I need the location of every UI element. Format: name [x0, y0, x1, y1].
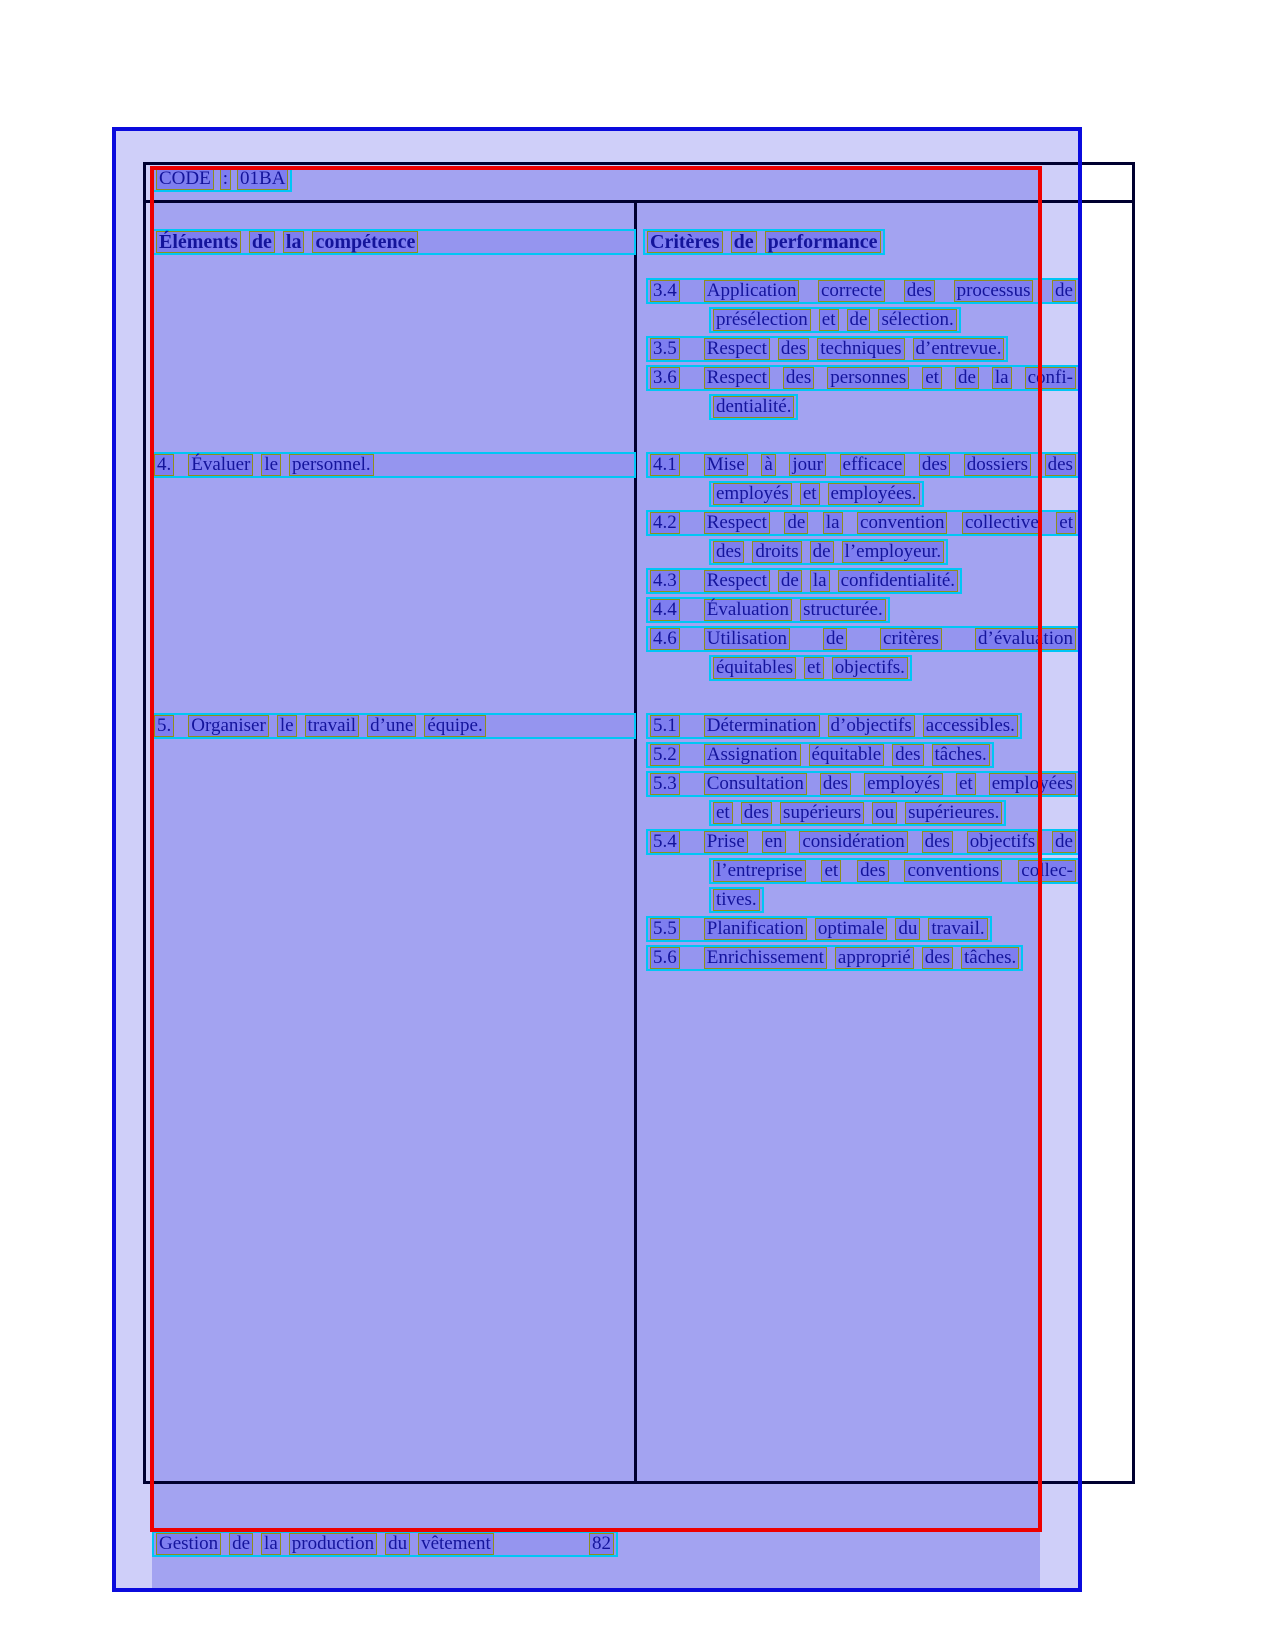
ocr-word: ou — [872, 802, 897, 824]
ocr-word: accessibles. — [923, 715, 1018, 737]
ocr-word: de — [1052, 831, 1076, 853]
ocr-word: des — [820, 773, 851, 795]
item-number: 5.1 — [650, 715, 680, 737]
ocr-word: et — [713, 802, 733, 824]
item-number: 4. — [154, 454, 174, 476]
ocr-word: dossiers — [964, 454, 1031, 476]
ocr-word: du — [385, 1533, 410, 1555]
ocr-word: Prise — [704, 831, 748, 853]
ocr-word: approprié — [835, 947, 914, 969]
ocr-word: la — [261, 1533, 281, 1555]
ocr-word: la — [823, 512, 843, 534]
ocr-word: jour — [789, 454, 826, 476]
item-number: 5. — [154, 715, 174, 737]
ocr-word: Utilisation — [704, 628, 790, 650]
ocr-word: structurée. — [800, 599, 886, 621]
ocr-word: droits — [752, 541, 801, 563]
ocr-word: Consultation — [704, 773, 807, 795]
ocr-word: des — [713, 541, 744, 563]
ocr-word: objectifs. — [832, 657, 908, 679]
ocr-word: et — [922, 367, 942, 389]
ocr-word: de — [847, 309, 871, 331]
ocr-word: : — [220, 168, 231, 190]
ocr-word: confidentialité. — [838, 570, 958, 592]
ocr-word: employées — [989, 773, 1076, 795]
ocr-word: collec- — [1018, 860, 1076, 882]
ocr-word: d’entrevue. — [913, 338, 1005, 360]
item-number: 5.3 — [650, 773, 680, 795]
ocr-word: et — [800, 483, 820, 505]
ocr-word: compétence — [312, 231, 418, 253]
ocr-word: des — [857, 860, 888, 882]
ocr-word: sélection. — [878, 309, 956, 331]
ocr-word: employées. — [828, 483, 920, 505]
ocr-word: l’employeur. — [842, 541, 945, 563]
ocr-word: équipe. — [424, 715, 485, 737]
ocr-word: objectifs — [967, 831, 1038, 853]
ocr-word: d’objectifs — [828, 715, 915, 737]
item-number: 4.1 — [650, 454, 680, 476]
ocr-word: Détermination — [704, 715, 820, 737]
ocr-word: équitable — [809, 744, 885, 766]
ocr-word: et — [819, 309, 839, 331]
item-number: 4.2 — [650, 512, 680, 534]
ocr-word: le — [277, 715, 297, 737]
ocr-word: des — [919, 454, 950, 476]
ocr-word: vêtement — [418, 1533, 494, 1555]
ocr-word: Éléments — [156, 231, 241, 253]
ocr-word: supérieurs — [780, 802, 864, 824]
ocr-word: collective — [962, 512, 1042, 534]
ocr-word: des — [892, 744, 923, 766]
ocr-word: critères — [880, 628, 942, 650]
ocr-word: de — [229, 1533, 253, 1555]
ocr-word: Respect — [704, 338, 770, 360]
ocr-word: à — [761, 454, 775, 476]
ocr-word: le — [261, 454, 281, 476]
ocr-word: Évaluer — [188, 454, 253, 476]
ocr-word: de — [955, 367, 979, 389]
ocr-word: employés — [713, 483, 792, 505]
ocr-word: performance — [765, 231, 881, 253]
ocr-word: processus — [954, 280, 1034, 302]
ocr-word: d’une — [367, 715, 416, 737]
ocr-word: Respect — [704, 570, 770, 592]
ocr-word: correcte — [818, 280, 885, 302]
ocr-word: et — [956, 773, 976, 795]
item-number: 5.4 — [650, 831, 680, 853]
ocr-word: personnes — [827, 367, 909, 389]
ocr-word: de — [784, 512, 808, 534]
ocr-word: et — [821, 860, 841, 882]
ocr-word: employés — [864, 773, 943, 795]
ocr-word: la — [992, 367, 1012, 389]
ocr-word: des — [783, 367, 814, 389]
ocr-word: travail. — [928, 918, 987, 940]
ocr-word: CODE — [156, 168, 214, 190]
ocr-word: de — [823, 628, 847, 650]
ocr-word: l’entreprise — [713, 860, 806, 882]
ocr-word: du — [895, 918, 920, 940]
ocr-word: tives. — [713, 889, 760, 911]
ocr-word: Critères — [647, 231, 723, 253]
item-number: 4.6 — [650, 628, 680, 650]
ocr-word: équitables — [713, 657, 796, 679]
item-number: 4.4 — [650, 599, 680, 621]
ocr-word: de — [249, 231, 275, 253]
ocr-word: des — [778, 338, 809, 360]
ocr-word: efficace — [840, 454, 906, 476]
ocr-word: Respect — [704, 367, 770, 389]
ocr-word: Organiser — [188, 715, 269, 737]
ocr-word: confi- — [1025, 367, 1076, 389]
ocr-word: des — [922, 947, 953, 969]
item-number: 3.6 — [650, 367, 680, 389]
ocr-word: des — [904, 280, 935, 302]
ocr-word: considération — [799, 831, 907, 853]
ocr-word: Assignation — [704, 744, 801, 766]
ocr-word: tâches. — [961, 947, 1019, 969]
ocr-word: supérieures. — [905, 802, 1002, 824]
ocr-word: d’évaluation — [975, 628, 1076, 650]
item-number: 4.3 — [650, 570, 680, 592]
ocr-word: convention — [857, 512, 947, 534]
ocr-word: de — [810, 541, 834, 563]
ocr-word: de — [731, 231, 757, 253]
ocr-word: conventions — [904, 860, 1002, 882]
ocr-word: des — [741, 802, 772, 824]
ocr-word: des — [922, 831, 953, 853]
blue-annotation-rect-border — [112, 127, 1082, 1592]
ocr-word: Gestion — [156, 1533, 221, 1555]
ocr-word: dentialité. — [713, 396, 794, 418]
ocr-word: travail — [305, 715, 360, 737]
ocr-word: Mise — [704, 454, 748, 476]
ocr-word: personnel. — [289, 454, 374, 476]
ocr-word: et — [804, 657, 824, 679]
page-number: 82 — [589, 1533, 614, 1555]
item-number: 5.5 — [650, 918, 680, 940]
item-number: 3.5 — [650, 338, 680, 360]
item-number: 3.4 — [650, 280, 680, 302]
ocr-word: et — [1056, 512, 1076, 534]
ocr-word: Évaluation — [704, 599, 792, 621]
ocr-word: Planification — [704, 918, 807, 940]
item-number: 5.6 — [650, 947, 680, 969]
item-number: 5.2 — [650, 744, 680, 766]
ocr-word: Application — [704, 280, 800, 302]
ocr-word: techniques — [817, 338, 904, 360]
ocr-word: de — [1052, 280, 1076, 302]
ocr-word: des — [1045, 454, 1076, 476]
ocr-word: 01BA — [237, 168, 288, 190]
ocr-word: Respect — [704, 512, 770, 534]
ocr-word: de — [778, 570, 802, 592]
ocr-word: optimale — [815, 918, 887, 940]
ocr-word: tâches. — [932, 744, 990, 766]
ocr-word: production — [289, 1533, 377, 1555]
ocr-word: en — [762, 831, 786, 853]
ocr-word: Enrichissement — [704, 947, 827, 969]
ocr-word: la — [283, 231, 305, 253]
ocr-word: la — [810, 570, 830, 592]
ocr-word: présélection — [713, 309, 811, 331]
